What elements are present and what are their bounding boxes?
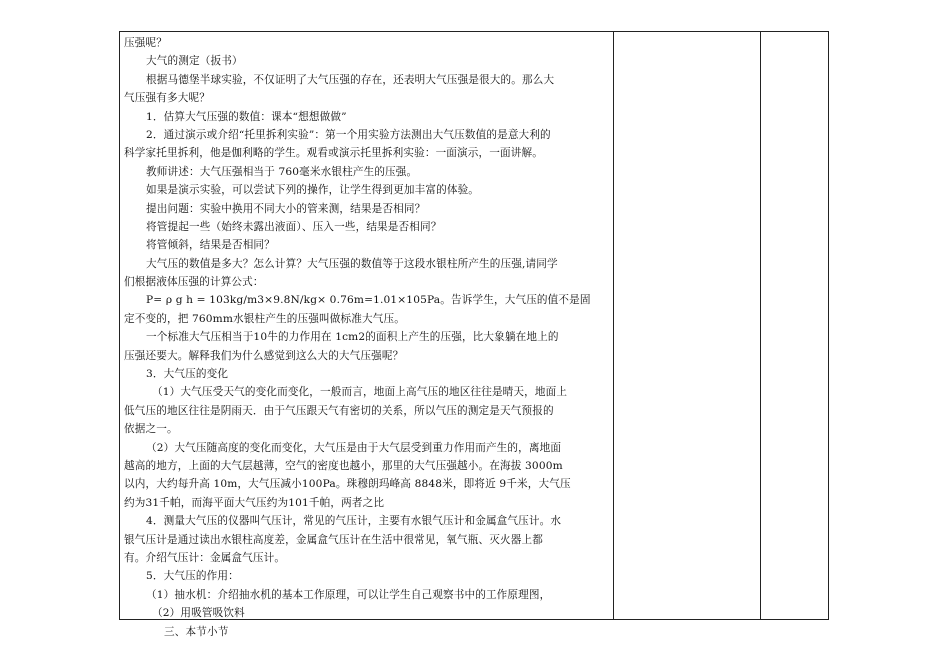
- text-line: 依据之一。: [124, 423, 178, 436]
- text-line: 科学家托里拆利，他是伽利略的学生。观看或演示托里拆利实验：一面演示，一面讲解。: [124, 147, 544, 160]
- text-line: （2）用吸管吸饮料: [152, 607, 245, 620]
- text-line: 压强还要大。解释我们为什么感觉到这么大的大气压强呢？: [124, 349, 404, 362]
- text-line: 3．大气压的变化: [146, 368, 229, 381]
- text-line: 将管提起一些（始终未露出液面）、压入一些，结果是否相同？: [146, 220, 442, 233]
- text-line: 4．测量大气压的仪器叫气压计，常见的气压计，主要有水银气压计和金属盒气压计。水: [146, 515, 562, 528]
- text-line: 根据马德堡半球实验，不仅证明了大气压强的存在，还表明大气压强是很大的。那么大: [146, 73, 555, 86]
- text-line: 气压强有多大呢？: [124, 92, 210, 105]
- text-line: 5．大气压的作用：: [146, 570, 239, 583]
- text-line: 三、本节小节: [164, 625, 229, 638]
- text-line: （1）大气压受天气的变化而变化，一般而言，地面上高气压的地区往往是晴天，地面上: [152, 386, 568, 399]
- lesson-table: [119, 31, 829, 638]
- text-line: 提出问题：实验中换用不同大小的管来测，结果是否相同？: [146, 202, 426, 215]
- text-line: 大气的测定（扳书）: [146, 55, 243, 68]
- text-line: 如果是演示实验，可以尝试下列的操作，让学生得到更加丰富的体验。: [146, 184, 480, 197]
- text-line: 低气压的地区往往是阴雨天．由于气压跟天气有密切的关系，所以气压的测定是天气预报的: [124, 404, 554, 417]
- text-line: 2．通过演示或介绍“托里拆利实验”：第一个用实验方法测出大气压数值的是意大利的: [146, 128, 551, 141]
- column-divider: [613, 32, 614, 619]
- text-line: 约为31千帕，而海平面大气压约为101千帕，两者之比: [124, 496, 385, 509]
- text-line: 1．估算大气压强的数值：课本“想想做做”: [146, 110, 347, 123]
- text-line: 压强呢？: [124, 37, 167, 49]
- text-line: 定不变的，把 760mm水银柱产生的压强叫做标准大气压。: [124, 312, 405, 325]
- text-line: 银气压计是通过读出水银柱高度差，金属盒气压计在生活中很常见，氧气瓶、灭火器上都: [124, 533, 544, 546]
- text-line: 以内，大约每升高 10m，大气压减小100Pa。珠穆朗玛峰高 8848米，即将近 9千米，大气压: [124, 478, 571, 491]
- text-line: 一个标准大气压相当于10牛的力作用在 1cm2的面积上产生的压强，比大象躺在地上的: [146, 331, 559, 344]
- column-divider: [760, 32, 761, 619]
- text-line: 越高的地方，上面的大气层越薄，空气的密度也越小，那里的大气压强越小。在海拔 3000m: [124, 459, 563, 472]
- text-line: 将管倾斜，结果是否相同？: [146, 239, 275, 252]
- text-line: 们根据液体压强的计算公式：: [124, 276, 264, 289]
- text-line: （1）抽水机：介绍抽水机的基本工作原理，可以让学生自己观察书中的工作原理图，: [146, 588, 551, 601]
- text-line: 大气压的数值是多大？怎么计算？大气压强的数值等于这段水银柱所产生的压强,请同学: [146, 257, 558, 270]
- text-line: （2）大气压随高度的变化而变化，大气压是由于大气层受到重力作用而产生的，离地面: [146, 441, 562, 454]
- lesson-content: [124, 34, 608, 641]
- text-line: 教师讲述：大气压强相当于 760毫米水银柱产生的压强。: [146, 165, 418, 178]
- text-line: P= ρ g h = 103kg/m3×9.8N/kg× 0.76m=1.01×105Pa。告诉学生，大气压的值不是固: [146, 294, 591, 307]
- text-line: 有。介绍气压计：金属盒气压计。: [124, 551, 286, 564]
